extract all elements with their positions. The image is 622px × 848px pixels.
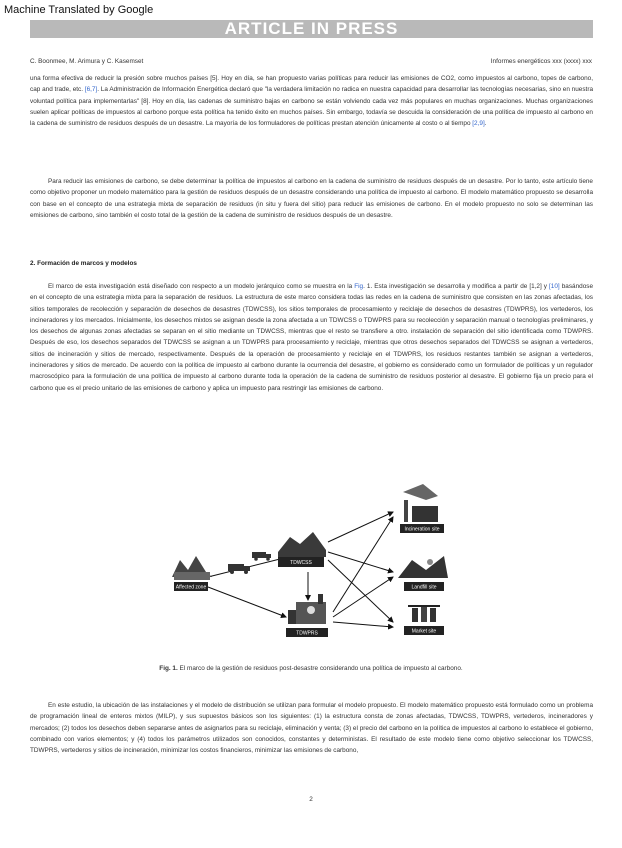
landfill-site-icon <box>398 556 448 591</box>
affected-zone-icon <box>172 556 212 591</box>
label-tdwprs: TDWPRS <box>296 630 318 637</box>
running-header-authors: C. Boonmee, M. Arimura y C. Kasemset <box>30 58 144 65</box>
article-in-press-banner: ARTICLE IN PRESS <box>30 20 593 38</box>
citation-link[interactable]: [6,7] <box>84 86 98 94</box>
truck-icon <box>252 552 271 561</box>
framework-figure <box>168 482 458 642</box>
machine-translation-banner: Machine Translated by Google <box>4 4 154 16</box>
running-header-journal: Informes energéticos xxx (xxxx) xxx <box>490 58 592 65</box>
truck-icon <box>228 564 250 574</box>
figure-caption: Fig. 1. El marco de la gestión de residuos post-desastre considerando una política de impuesto al carbono. <box>159 665 463 672</box>
citation-link[interactable]: [2,9] <box>472 120 485 128</box>
paragraph-1: una forma efectiva de reducir la presión sobre muchos países [5]. Hoy en día, se han propuesto varias políticas para reducir las emisiones de CO2, como impuestos al carbono, topes de carbono, cap and trade, etc. [6,7]. La Administración de Información Energética declaró que "la verdadera limitación no radica en nuestra capacidad para desarrollar las tecnologías necesarias, sino en nuestra voluntad política para implementarlas" [8]. Hoy en día, las cadenas de suministro bajas en carbono se están volviendo cada vez más populares en muchas organizaciones. Muchas organizaciones suelen aplicar políticas de impuestos al carbono porque esta política ha tenido éxito en muchos países. Sin embargo, todavía se descuida la consideración de una política de impuesto al carbono en la cadena de suministro de residuos después de un desastre. La mayoría de los formuladores de políticas prestan atención únicamente al costo o al tiempo [2,9]. <box>30 75 594 128</box>
label-tdwcss: TDWCSS <box>290 560 312 566</box>
market-site-icon <box>404 605 444 635</box>
citation-link[interactable]: [10] <box>549 283 560 290</box>
label-landfill-site: Landfill site <box>411 584 437 591</box>
paragraph-4: En este estudio, la ubicación de las instalaciones y el modelo de distribución se utilizan para formular el modelo propuesto. El modelo matemático propuesto está formulado como un problema de programación lineal de enteros mixtos (MILP), y sus supuestos básicos son los siguientes: (1) la estructura consta de zonas afectadas, TDWCSS, TDWPRS, vertederos, incineradores y mercados; (2) todos los desechos deben separarse antes de asignarlos para su reciclaje, eliminación y venta; (3) el precio del carbono en la política de impuestos al carbono lo establece el gobierno, combinado con varios elementos; y (4) todos los parámetros utilizados son conocidos, constantes y deterministas. El resultado de este modelo tiene como objetivo seleccionar los TDWCSS, TDWPRS, vertederos y sitios de incineración, minimizar los costos financieros, minimizar las emisiones de carbono, <box>30 702 593 755</box>
section-heading: 2. Formación de marcos y modelos <box>30 260 137 267</box>
label-market-site: Market site <box>411 628 437 635</box>
paragraph-3: El marco de esta investigación está diseñado con respecto a un modelo jerárquico como se muestra en la Fig. 1. Esta investigación se desarrolla y modifica a partir de [1,2] y [10] basándose en el concepto de una estrategia mixta para la separación de residuos. La estructura de este marco considera todas las redes en la cadena de suministro que consisten en las zonas afectadas, los sitios temporales de recolección y separación de desechos de desastres (TDWCSS), los sitios temporales de procesamiento y reciclaje de desechos de desastres (TDWPRS), los vertederos, los incineradores y los mercados. Inicialmente, los desechos mixtos se asignan desde la zona afectada a un TDWCSS o TDWPRS para su recolección y separación manual o tecnologías preliminares, y los desechos de algunas zonas afectadas se separan en el sitio mediante un TDWCSS, mientras que el resto se transfiere a otro. instalación de separación del sitio identificada como TDWPRS. Después de eso, los desechos separados del TDWCSS se asignan a un TDWPRS para procesamiento y reciclaje, mientras que otros desechos separados del TDWCSS se asignan a vertederos, sitios de incineración y sitios de mercado, respectivamente. Después de la operación de procesamiento y reciclaje en el TDWPRS, los residuos restantes también se asignan a vertederos, incineradores y sitios de mercado. De acuerdo con la política de impuesto al carbono durante la ocurrencia del desastre, el gobierno es considerado como un formulador de políticas y un regulador macroscópico para la formulación de una política de impuesto al carbono durante toda la operación de la cadena de suministro de residuos posterior al desastre. El gobierno fija un precio para el carbono que es el precio unitario de las emisiones de carbono y aplica un impuesto para restringir las emisiones de carbono. <box>30 283 594 392</box>
tdwprs-icon <box>286 594 328 637</box>
figure-link[interactable]: Fig <box>354 283 364 290</box>
label-incineration-site: Incineration site <box>404 526 440 533</box>
tdwcss-icon <box>278 532 326 567</box>
label-affected-zone: Affected zone <box>175 584 207 591</box>
incineration-site-icon <box>400 484 444 533</box>
figure-caption-label: Fig. 1. <box>159 665 178 672</box>
paragraph-2: Para reducir las emisiones de carbono, se debe determinar la política de impuestos al carbono en la cadena de suministro de residuos después de un desastre. Por lo tanto, este artículo tiene como objetivo proponer un modelo matemático para la gestión de residuos después de un desastre considerando una política de impuesto al carbono. El modelo matemático propuesto se desarrolla con base en el concepto de una estrategia mixta de separación de residuos (in situ y fuera del sitio) para reducir las emisiones de carbono. En el modelo propuesto no solo se determinan las emisiones de carbono, sino también el costo total de la gestión de la cadena de suministro de residuos después de un desastre. <box>30 178 593 219</box>
page-number: 2 <box>309 796 313 803</box>
